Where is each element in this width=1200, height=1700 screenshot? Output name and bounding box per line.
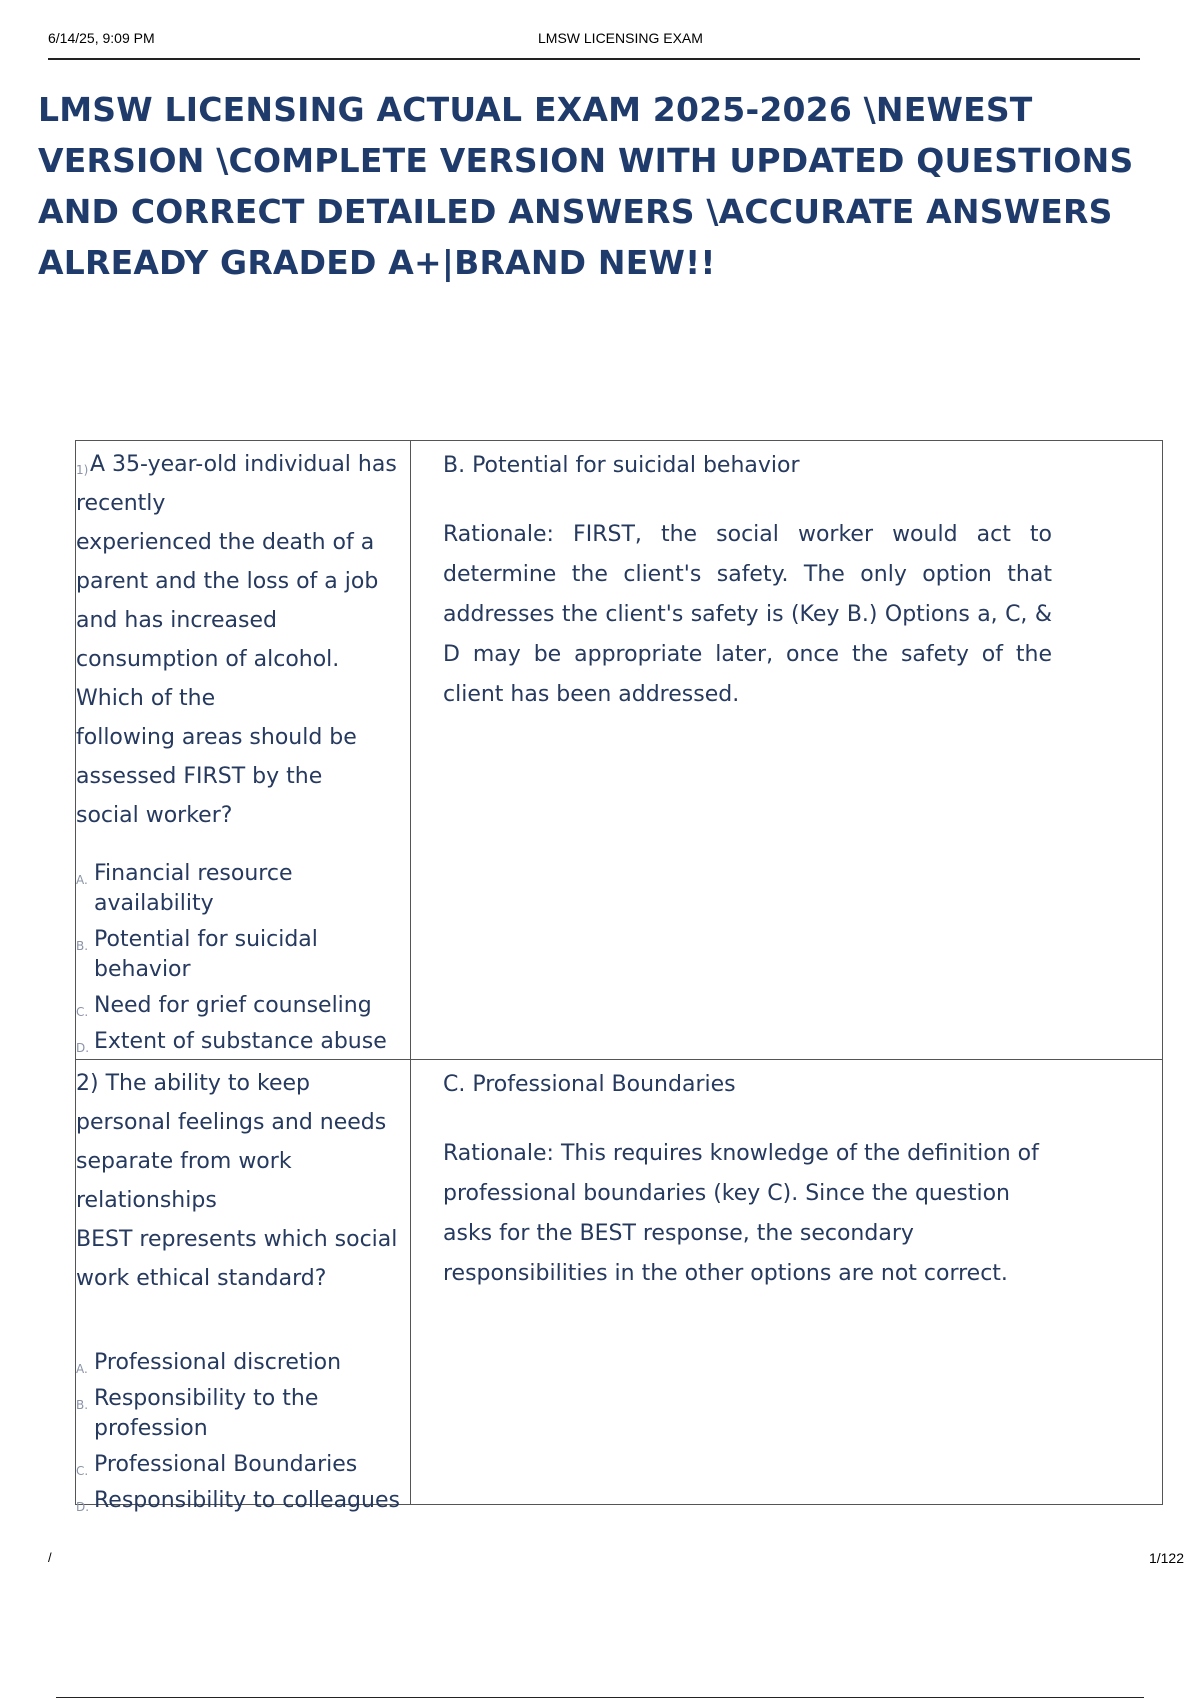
qa-row (76, 1060, 1162, 1514)
qa-table (75, 440, 1163, 1514)
option-text: Professional Boundaries (94, 1452, 358, 1477)
answer-key: B. Potential for suicidal behavior (443, 453, 800, 478)
option-text: Financial resource availability (94, 861, 293, 916)
question-cell (76, 1060, 411, 1514)
question-number: 1) (76, 463, 89, 477)
options-list (76, 1348, 410, 1516)
option-a (76, 1348, 410, 1378)
document-title: LMSW LICENSING ACTUAL EXAM 2025-2026 \NEWEST VERSION \COMPLETE VERSION WITH UPDATED QUESTIONS AND CORRECT DETAILED ANSWERS \ACCURATE ANSWERS ALREADY GRADED A+|BRAND NEW!! (38, 90, 1134, 282)
question-cell (76, 441, 411, 1059)
option-b (76, 1384, 410, 1444)
question-text: A 35-year-old individual has recently experienced the death of a parent and the loss of a job and has increased consumption of alcohol. Which of the following areas should be assessed FIRST by the social worker? (76, 452, 397, 828)
footer-mark: / (48, 1550, 52, 1565)
option-a (76, 859, 410, 919)
question-text: 2) The ability to keep personal feelings and needs separate from work relationships BEST represents which social work ethical standard? (76, 1071, 398, 1291)
print-timestamp: 6/14/25, 9:09 PM (48, 30, 155, 46)
option-c (76, 991, 410, 1021)
option-letter: D. (76, 1500, 90, 1514)
question-1 (76, 445, 410, 835)
page-number: 1/122 (1148, 1550, 1184, 1566)
rationale-text: Rationale: This requires knowledge of the definition of professional boundaries (key C). Since the question asks for the BEST response, the secondary responsibilities in the other options are not correct. (443, 1141, 1039, 1286)
option-d (76, 1486, 410, 1516)
options-list (76, 859, 410, 1057)
rationale-text: Rationale: FIRST, the social worker would act to determine the client's safety. The only option that addresses the client's safety is (Key B.) Options a, C, & D may be appropriate later, once the safety of the client has been addressed. (443, 522, 1052, 707)
answer-key: C. Professional Boundaries (443, 1072, 736, 1097)
option-text: Extent of substance abuse (94, 1029, 387, 1054)
option-text: Professional discretion (94, 1350, 342, 1375)
option-c (76, 1450, 410, 1480)
answer-cell (411, 441, 1162, 1059)
option-letter: A. (76, 1362, 88, 1376)
option-text: Need for grief counseling (94, 993, 372, 1018)
bottom-divider (56, 1697, 1144, 1698)
option-letter: B. (76, 939, 89, 953)
option-text: Potential for suicidal behavior (94, 927, 318, 982)
answer-cell (411, 1060, 1162, 1504)
option-text: Responsibility to the profession (94, 1386, 319, 1441)
print-header (48, 28, 1140, 60)
option-b (76, 925, 410, 985)
option-text: Responsibility to colleagues (94, 1488, 400, 1513)
option-letter: C. (76, 1464, 89, 1478)
option-letter: C. (76, 1005, 89, 1019)
option-letter: B. (76, 1398, 89, 1412)
qa-row (76, 441, 1162, 1060)
option-letter: A. (76, 873, 88, 887)
print-header-title: LMSW LICENSING EXAM (538, 30, 703, 46)
option-letter: D. (76, 1041, 90, 1055)
option-d (76, 1027, 410, 1057)
